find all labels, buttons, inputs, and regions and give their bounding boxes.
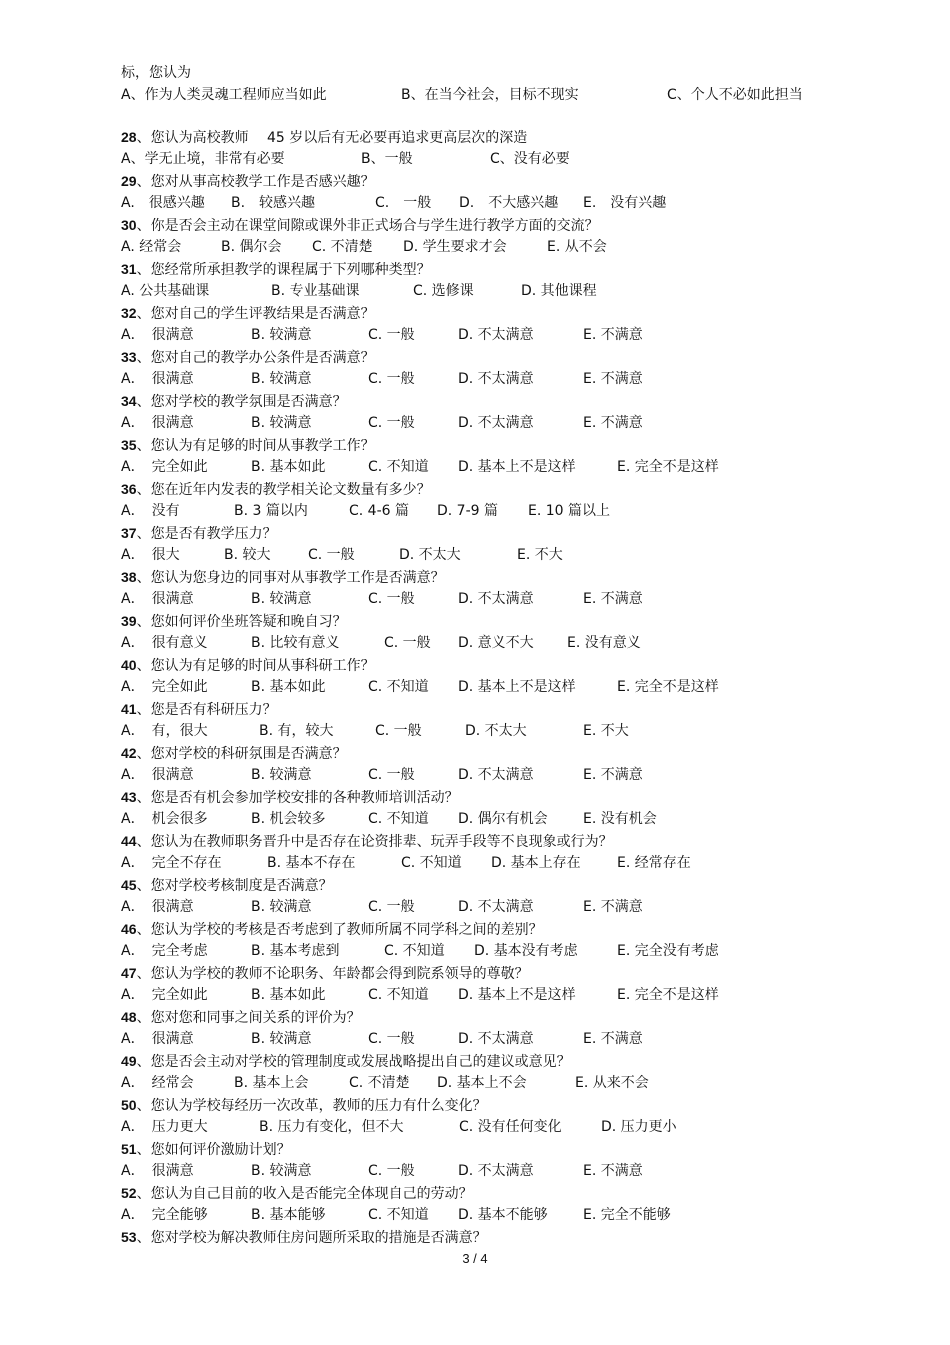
answer-option: C. 一般 [368, 1163, 415, 1179]
answer-option: A、学无止境，非常有必要 [121, 151, 285, 167]
answer-option: D. 不太满意 [458, 1163, 534, 1179]
answer-option: B. 压力有变化，但不大 [259, 1119, 404, 1135]
question-39-options [121, 632, 881, 654]
answer-option: C. 一般 [375, 195, 432, 211]
answer-option: E. 不满意 [583, 371, 643, 387]
answer-option: C. 没有任何变化 [459, 1119, 562, 1135]
answer-option: A． 有，很大 [121, 723, 208, 739]
answer-option: A． 很满意 [121, 899, 194, 915]
answer-option: E. 从来不会 [575, 1075, 649, 1091]
answer-option: A． 很有意义 [121, 635, 208, 651]
question-text: 、您认为自己目前的收入是否能完全体现自己的劳动？ [136, 1186, 473, 1202]
question-number: 38 [121, 569, 137, 585]
question-text: 、您认为在教师职务晋升中是否存在论资排辈、玩弄手段等不良现象或行为？ [136, 834, 613, 850]
answer-option: A. 经常会 [121, 239, 182, 255]
question-text: 、您对学校为解决教师住房问题所采取的措施是否满意？ [136, 1230, 487, 1246]
question-33-options [121, 368, 881, 390]
answer-option: D. 基本上不是这样 [458, 987, 576, 1003]
answer-option: E. 不满意 [583, 591, 643, 607]
question-text: 、您是否有机会参加学校安排的各种教师培训活动？ [136, 790, 459, 806]
answer-option: E. 不满意 [583, 327, 643, 343]
question-text: 、您认为有足够的时间从事教学工作？ [136, 438, 375, 454]
answer-option: C、没有必要 [490, 151, 570, 167]
answer-option: D. 不太满意 [458, 371, 534, 387]
question-number: 43 [121, 789, 137, 805]
answer-option: E. 没有机会 [583, 811, 657, 827]
answer-option: A． 很满意 [121, 327, 194, 343]
answer-option: E. 不满意 [583, 767, 643, 783]
answer-option: A． 很满意 [121, 371, 194, 387]
question-list [121, 126, 881, 1248]
answer-option: B. 较满意 [251, 767, 312, 783]
question-text: 、您对您和同事之间关系的评价为？ [136, 1010, 361, 1026]
question-41 [121, 698, 881, 720]
question-44-options [121, 852, 881, 874]
answer-option: B. 偶尔会 [221, 239, 282, 255]
question-52-options [121, 1204, 881, 1226]
answer-option: B. 较满意 [251, 371, 312, 387]
question-number: 40 [121, 657, 137, 673]
question-text: 、您认为学校的教师不论职务、年龄都会得到院系领导的尊敬？ [136, 966, 529, 982]
question-text: 、您认为高校教师 45 岁以后有无必要再追求更高层次的深造 [136, 130, 528, 146]
question-50-options [121, 1116, 881, 1138]
answer-option: C. 一般 [368, 415, 415, 431]
answer-option: C. 一般 [375, 723, 422, 739]
answer-option: C. 不清楚 [312, 239, 373, 255]
answer-option: A． 完全如此 [121, 987, 208, 1003]
answer-option: A． 完全不存在 [121, 855, 222, 871]
question-number: 37 [121, 525, 137, 541]
question-number: 53 [121, 1229, 137, 1245]
answer-option: A． 经常会 [121, 1075, 194, 1091]
answer-option: A. 很感兴趣 [121, 195, 205, 211]
question-48-options [121, 1028, 881, 1050]
question-37-options [121, 544, 881, 566]
answer-option: A． 机会很多 [121, 811, 208, 827]
answer-option: D. 不太满意 [458, 591, 534, 607]
answer-option: E. 没有兴趣 [583, 195, 667, 211]
question-35 [121, 434, 881, 456]
answer-option: B. 较满意 [251, 1163, 312, 1179]
question-number: 39 [121, 613, 137, 629]
question-number: 52 [121, 1185, 137, 1201]
answer-option: C. 不知道 [384, 943, 445, 959]
question-number: 46 [121, 921, 137, 937]
question-51 [121, 1138, 881, 1160]
question-43-options [121, 808, 881, 830]
question-30-options [121, 236, 881, 258]
question-43 [121, 786, 881, 808]
question-text: 、您对学校的科研氛围是否满意？ [136, 746, 347, 762]
question-text: 、您对从事高校教学工作是否感兴趣？ [136, 174, 375, 190]
question-49 [121, 1050, 881, 1072]
answer-option: B. 基本能够 [251, 1207, 326, 1223]
question-34 [121, 390, 881, 412]
answer-option: E. 从不会 [547, 239, 607, 255]
answer-option: B. 较满意 [251, 415, 312, 431]
answer-option: B. 较满意 [251, 899, 312, 915]
intro-option-b: B、在当今社会，目标不现实 [401, 87, 579, 103]
question-text: 、您对学校考核制度是否满意？ [136, 878, 333, 894]
question-text: 、您如何评价坐班答疑和晚自习？ [136, 614, 347, 630]
question-47 [121, 962, 881, 984]
question-text: 、你是否会主动在课堂间隙或课外非正式场合与学生进行教学方面的交流？ [136, 218, 599, 234]
question-text: 、您经常所承担教学的课程属于下列哪种类型？ [136, 262, 431, 278]
question-number: 44 [121, 833, 137, 849]
question-number: 42 [121, 745, 137, 761]
answer-option: B. 基本如此 [251, 459, 326, 475]
answer-option: C. 不知道 [368, 987, 429, 1003]
question-number: 45 [121, 877, 137, 893]
answer-option: D. 不太满意 [458, 1031, 534, 1047]
answer-option: D. 不太满意 [458, 415, 534, 431]
question-36 [121, 478, 881, 500]
answer-option: A． 很满意 [121, 415, 194, 431]
question-33 [121, 346, 881, 368]
question-46 [121, 918, 881, 940]
answer-option: B. 3 篇以内 [234, 503, 308, 519]
answer-option: B. 较满意 [251, 591, 312, 607]
question-number: 35 [121, 437, 137, 453]
answer-option: D. 不太满意 [458, 899, 534, 915]
answer-option: C. 不知道 [368, 679, 429, 695]
answer-option: E. 不满意 [583, 1163, 643, 1179]
answer-option: B. 基本如此 [251, 987, 326, 1003]
page-number: 3 / 4 [462, 1251, 488, 1266]
answer-option: C. 选修课 [413, 283, 474, 299]
question-44 [121, 830, 881, 852]
question-text: 、您认为学校每经历一次改革，教师的压力有什么变化？ [136, 1098, 487, 1114]
question-38-options [121, 588, 881, 610]
question-number: 28 [121, 129, 137, 145]
question-51-options [121, 1160, 881, 1182]
answer-option: B. 较大 [224, 547, 271, 563]
answer-option: E. 完全不是这样 [617, 987, 719, 1003]
question-39 [121, 610, 881, 632]
answer-option: C. 一般 [368, 327, 415, 343]
question-40-options [121, 676, 881, 698]
answer-option: D. 基本上存在 [491, 855, 581, 871]
question-number: 34 [121, 393, 137, 409]
question-53 [121, 1226, 881, 1248]
answer-option: D. 基本不能够 [458, 1207, 548, 1223]
answer-option: C. 一般 [368, 371, 415, 387]
answer-option: C. 一般 [308, 547, 355, 563]
answer-option: E. 完全没有考虑 [617, 943, 719, 959]
answer-option: A． 压力更大 [121, 1119, 208, 1135]
answer-option: B. 基本不存在 [267, 855, 356, 871]
question-number: 36 [121, 481, 137, 497]
intro-option-c: C、个人不必如此担当 [667, 87, 803, 103]
questionnaire-body [121, 62, 881, 1248]
answer-option: D. 基本上不会 [437, 1075, 527, 1091]
question-number: 29 [121, 173, 137, 189]
question-49-options [121, 1072, 881, 1094]
question-number: 41 [121, 701, 137, 717]
answer-option: C. 4-6 篇 [349, 503, 409, 519]
answer-option: D. 基本没有考虑 [474, 943, 578, 959]
question-30 [121, 214, 881, 236]
question-text: 、您认为学校的考核是否考虑到了教师所属不同学科之间的差别？ [136, 922, 543, 938]
intro-continuation: 标，您认为 [121, 65, 191, 81]
question-42 [121, 742, 881, 764]
answer-option: B. 专业基础课 [271, 283, 360, 299]
answer-option: A． 很满意 [121, 1031, 194, 1047]
question-47-options [121, 984, 881, 1006]
answer-option: C. 不知道 [368, 459, 429, 475]
question-28-options [121, 148, 881, 170]
answer-option: E. 完全不是这样 [617, 459, 719, 475]
answer-option: A. 公共基础课 [121, 283, 210, 299]
answer-option: A． 很满意 [121, 1163, 194, 1179]
answer-option: C. 一般 [368, 1031, 415, 1047]
question-29 [121, 170, 881, 192]
answer-option: E. 不大 [583, 723, 629, 739]
answer-option: A． 很满意 [121, 767, 194, 783]
question-40 [121, 654, 881, 676]
question-text: 、您认为有足够的时间从事科研工作？ [136, 658, 375, 674]
intro-options [121, 84, 881, 106]
answer-option: D. 基本上不是这样 [458, 679, 576, 695]
answer-option: A． 完全能够 [121, 1207, 208, 1223]
answer-option: D. 不太满意 [458, 327, 534, 343]
answer-option: B. 较感兴趣 [231, 195, 316, 211]
question-32-options [121, 324, 881, 346]
answer-option: D. 基本上不是这样 [458, 459, 576, 475]
question-number: 49 [121, 1053, 137, 1069]
question-36-options [121, 500, 881, 522]
answer-option: D. 7-9 篇 [437, 503, 498, 519]
question-text: 、您对自己的教学办公条件是否满意？ [136, 350, 375, 366]
answer-option: B. 基本上会 [234, 1075, 309, 1091]
answer-option: A． 很大 [121, 547, 180, 563]
answer-option: D. 偶尔有机会 [458, 811, 548, 827]
answer-option: E. 不满意 [583, 1031, 643, 1047]
question-52 [121, 1182, 881, 1204]
question-34-options [121, 412, 881, 434]
answer-option: B. 基本考虑到 [251, 943, 340, 959]
answer-option: E. 不满意 [583, 415, 643, 431]
question-46-options [121, 940, 881, 962]
question-28 [121, 126, 881, 148]
intro-option-a: A、作为人类灵魂工程师应当如此 [121, 87, 327, 103]
answer-option: E. 没有意义 [567, 635, 641, 651]
answer-option: C. 一般 [384, 635, 431, 651]
question-number: 47 [121, 965, 137, 981]
answer-option: A． 没有 [121, 503, 180, 519]
question-45-options [121, 896, 881, 918]
question-text: 、您是否有教学压力？ [136, 526, 277, 542]
question-number: 33 [121, 349, 137, 365]
answer-option: B. 较满意 [251, 1031, 312, 1047]
answer-option: D. 学生要求才会 [403, 239, 507, 255]
answer-option: A． 完全如此 [121, 679, 208, 695]
answer-option: C. 不知道 [368, 1207, 429, 1223]
answer-option: B. 有，较大 [259, 723, 334, 739]
answer-option: C. 不知道 [401, 855, 462, 871]
question-number: 51 [121, 1141, 137, 1157]
question-text: 、您对自己的学生评教结果是否满意？ [136, 306, 375, 322]
answer-option: E. 10 篇以上 [528, 503, 611, 519]
question-48 [121, 1006, 881, 1028]
question-text: 、您对学校的教学氛围是否满意？ [136, 394, 347, 410]
question-31 [121, 258, 881, 280]
answer-option: D. 其他课程 [521, 283, 597, 299]
answer-option: B. 比较有意义 [251, 635, 340, 651]
answer-option: D. 不太大 [465, 723, 527, 739]
question-37 [121, 522, 881, 544]
question-41-options [121, 720, 881, 742]
answer-option: B. 基本如此 [251, 679, 326, 695]
question-number: 50 [121, 1097, 137, 1113]
answer-option: C. 一般 [368, 767, 415, 783]
question-number: 31 [121, 261, 137, 277]
answer-option: B. 机会较多 [251, 811, 326, 827]
answer-option: C. 一般 [368, 591, 415, 607]
question-text: 、您在近年内发表的教学相关论文数量有多少？ [136, 482, 431, 498]
question-text: 、您认为您身边的同事对从事教学工作是否满意？ [136, 570, 445, 586]
answer-option: C. 不知道 [368, 811, 429, 827]
answer-option: A． 完全如此 [121, 459, 208, 475]
question-32 [121, 302, 881, 324]
answer-option: C. 不清楚 [349, 1075, 410, 1091]
question-31-options [121, 280, 881, 302]
question-29-options [121, 192, 881, 214]
answer-option: B、一般 [361, 151, 413, 167]
answer-option: B. 较满意 [251, 327, 312, 343]
question-number: 30 [121, 217, 137, 233]
question-number: 32 [121, 305, 137, 321]
answer-option: A． 很满意 [121, 591, 194, 607]
question-text: 、您是否会主动对学校的管理制度或发展战略提出自己的建议或意见？ [136, 1054, 571, 1070]
answer-option: A． 完全考虑 [121, 943, 208, 959]
question-number: 48 [121, 1009, 137, 1025]
answer-option: C. 一般 [368, 899, 415, 915]
question-35-options [121, 456, 881, 478]
question-50 [121, 1094, 881, 1116]
answer-option: D. 不太满意 [458, 767, 534, 783]
answer-option: E. 经常存在 [617, 855, 691, 871]
question-text: 、您如何评价激励计划？ [136, 1142, 291, 1158]
answer-option: D. 不大感兴趣 [459, 195, 559, 211]
answer-option: D. 意义不大 [458, 635, 534, 651]
answer-option: E. 不满意 [583, 899, 643, 915]
question-38 [121, 566, 881, 588]
question-42-options [121, 764, 881, 786]
answer-option: E. 完全不能够 [583, 1207, 671, 1223]
question-45 [121, 874, 881, 896]
answer-option: E. 不大 [517, 547, 563, 563]
answer-option: D. 不太大 [399, 547, 461, 563]
answer-option: E. 完全不是这样 [617, 679, 719, 695]
question-text: 、您是否有科研压力？ [136, 702, 277, 718]
answer-option: D. 压力更小 [601, 1119, 677, 1135]
